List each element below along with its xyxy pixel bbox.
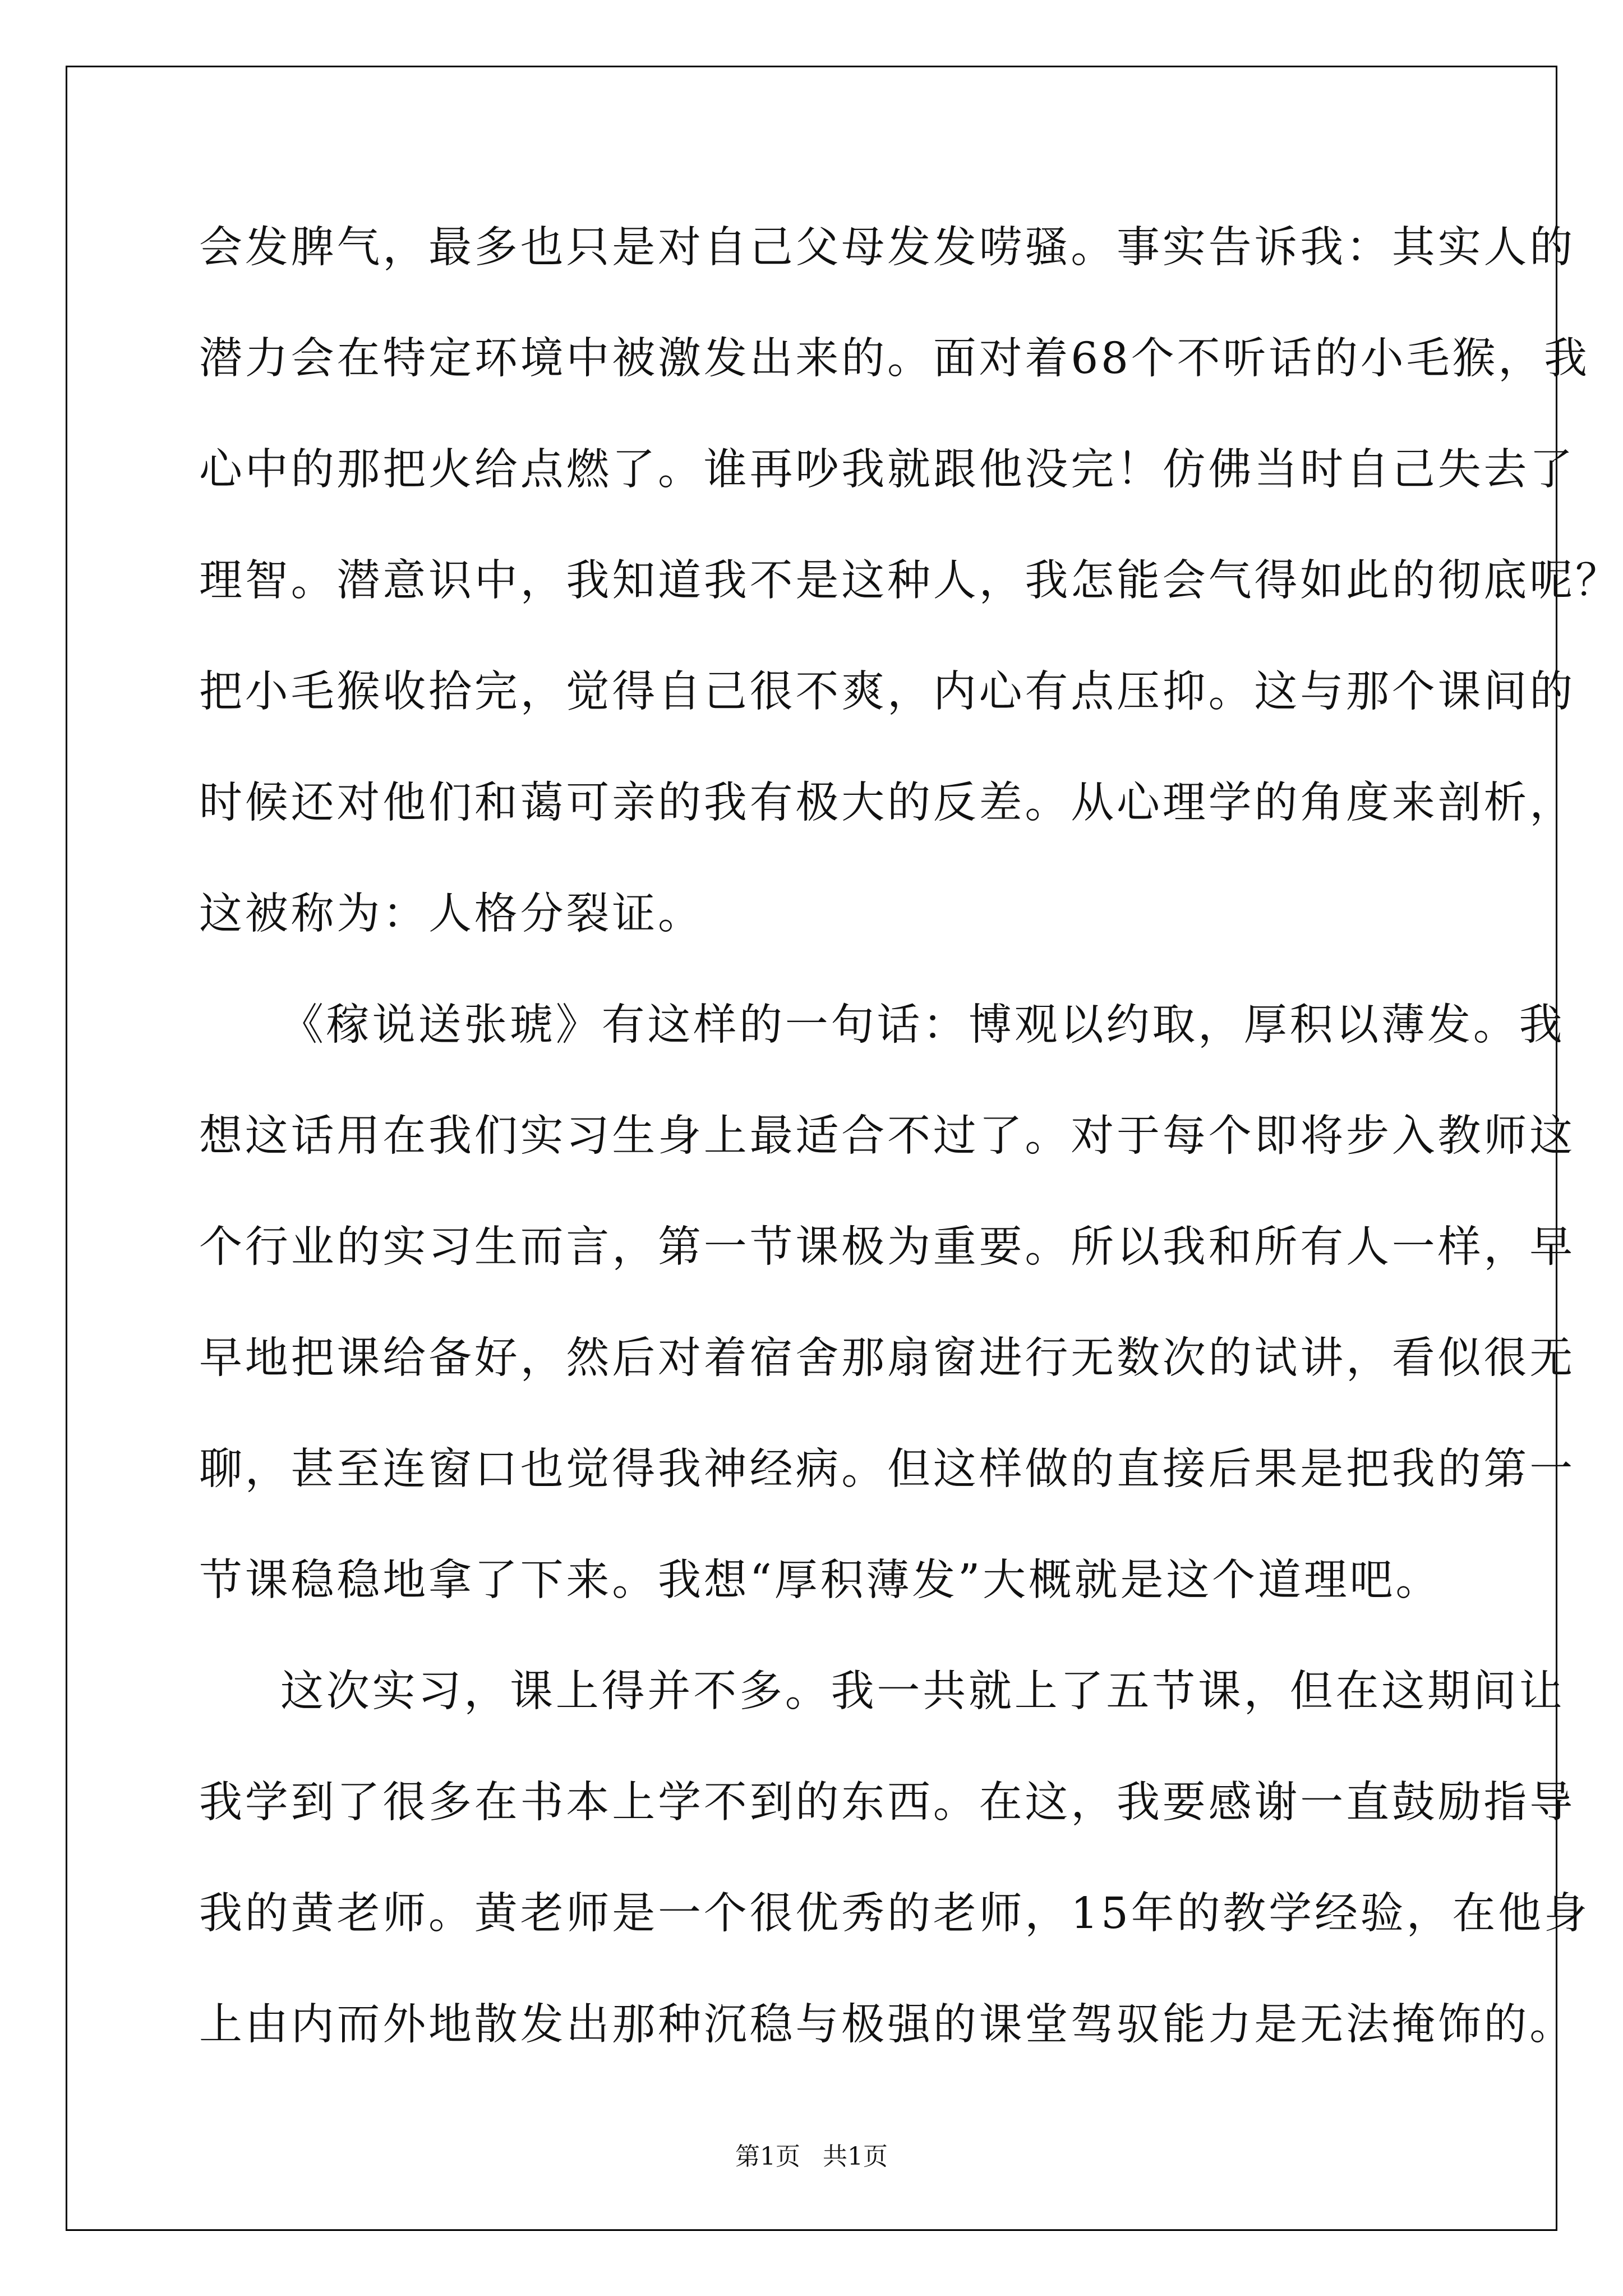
text-line-8: 《稼说送张琥》有这样的一句话：博观以约取，厚积以薄发。我 <box>280 1000 1565 1050</box>
page-total: 共1页 <box>823 2142 888 2171</box>
text-line-16: 我的黄老师。黄老师是一个很优秀的老师，15年的教学经验，在他身 <box>199 1889 1590 1939</box>
page-number: 第1页 <box>735 2142 800 2171</box>
page-footer <box>0 2140 1623 2174</box>
text-line-17: 上由内而外地散发出那种沉稳与极强的课堂驾驭能力是无法掩饰的。 <box>199 2000 1575 2050</box>
text-line-15: 我学到了很多在书本上学不到的东西。在这，我要感谢一直鼓励指导 <box>199 1778 1575 1828</box>
text-line-13: 节课稳稳地拿了下来。我想“厚积薄发”大概就是这个道理吧。 <box>199 1556 1442 1605</box>
text-line-3: 心中的那把火给点燃了。谁再吵我就跟他没完！仿佛当时自己失去了 <box>199 445 1575 495</box>
text-line-5: 把小毛猴收拾完，觉得自己很不爽，内心有点压抑。这与那个课间的 <box>199 667 1575 717</box>
text-line-4: 理智。潜意识中，我知道我不是这种人，我怎能会气得如此的彻底呢？ <box>199 556 1621 606</box>
text-line-11: 早地把课给备好，然后对着宿舍那扇窗进行无数次的试讲，看似很无 <box>199 1333 1575 1383</box>
text-line-7: 这被称为：人格分裂证。 <box>199 889 704 939</box>
text-line-14: 这次实习，课上得并不多。我一共就上了五节课，但在这期间让 <box>280 1667 1565 1717</box>
text-line-10: 个行业的实习生而言，第一节课极为重要。所以我和所有人一样，早 <box>199 1222 1575 1272</box>
text-line-6: 时候还对他们和蔼可亲的我有极大的反差。从心理学的角度来剖析， <box>199 778 1575 828</box>
text-line-9: 想这话用在我们实习生身上最适合不过了。对于每个即将步入教师这 <box>199 1111 1575 1161</box>
text-line-1: 会发脾气，最多也只是对自己父母发发唠骚。事实告诉我：其实人的 <box>199 223 1575 273</box>
text-line-2: 潜力会在特定环境中被激发出来的。面对着68个不听话的小毛猴，我 <box>199 334 1590 384</box>
text-line-12: 聊，甚至连窗口也觉得我神经病。但这样做的直接后果是把我的第一 <box>199 1444 1575 1494</box>
